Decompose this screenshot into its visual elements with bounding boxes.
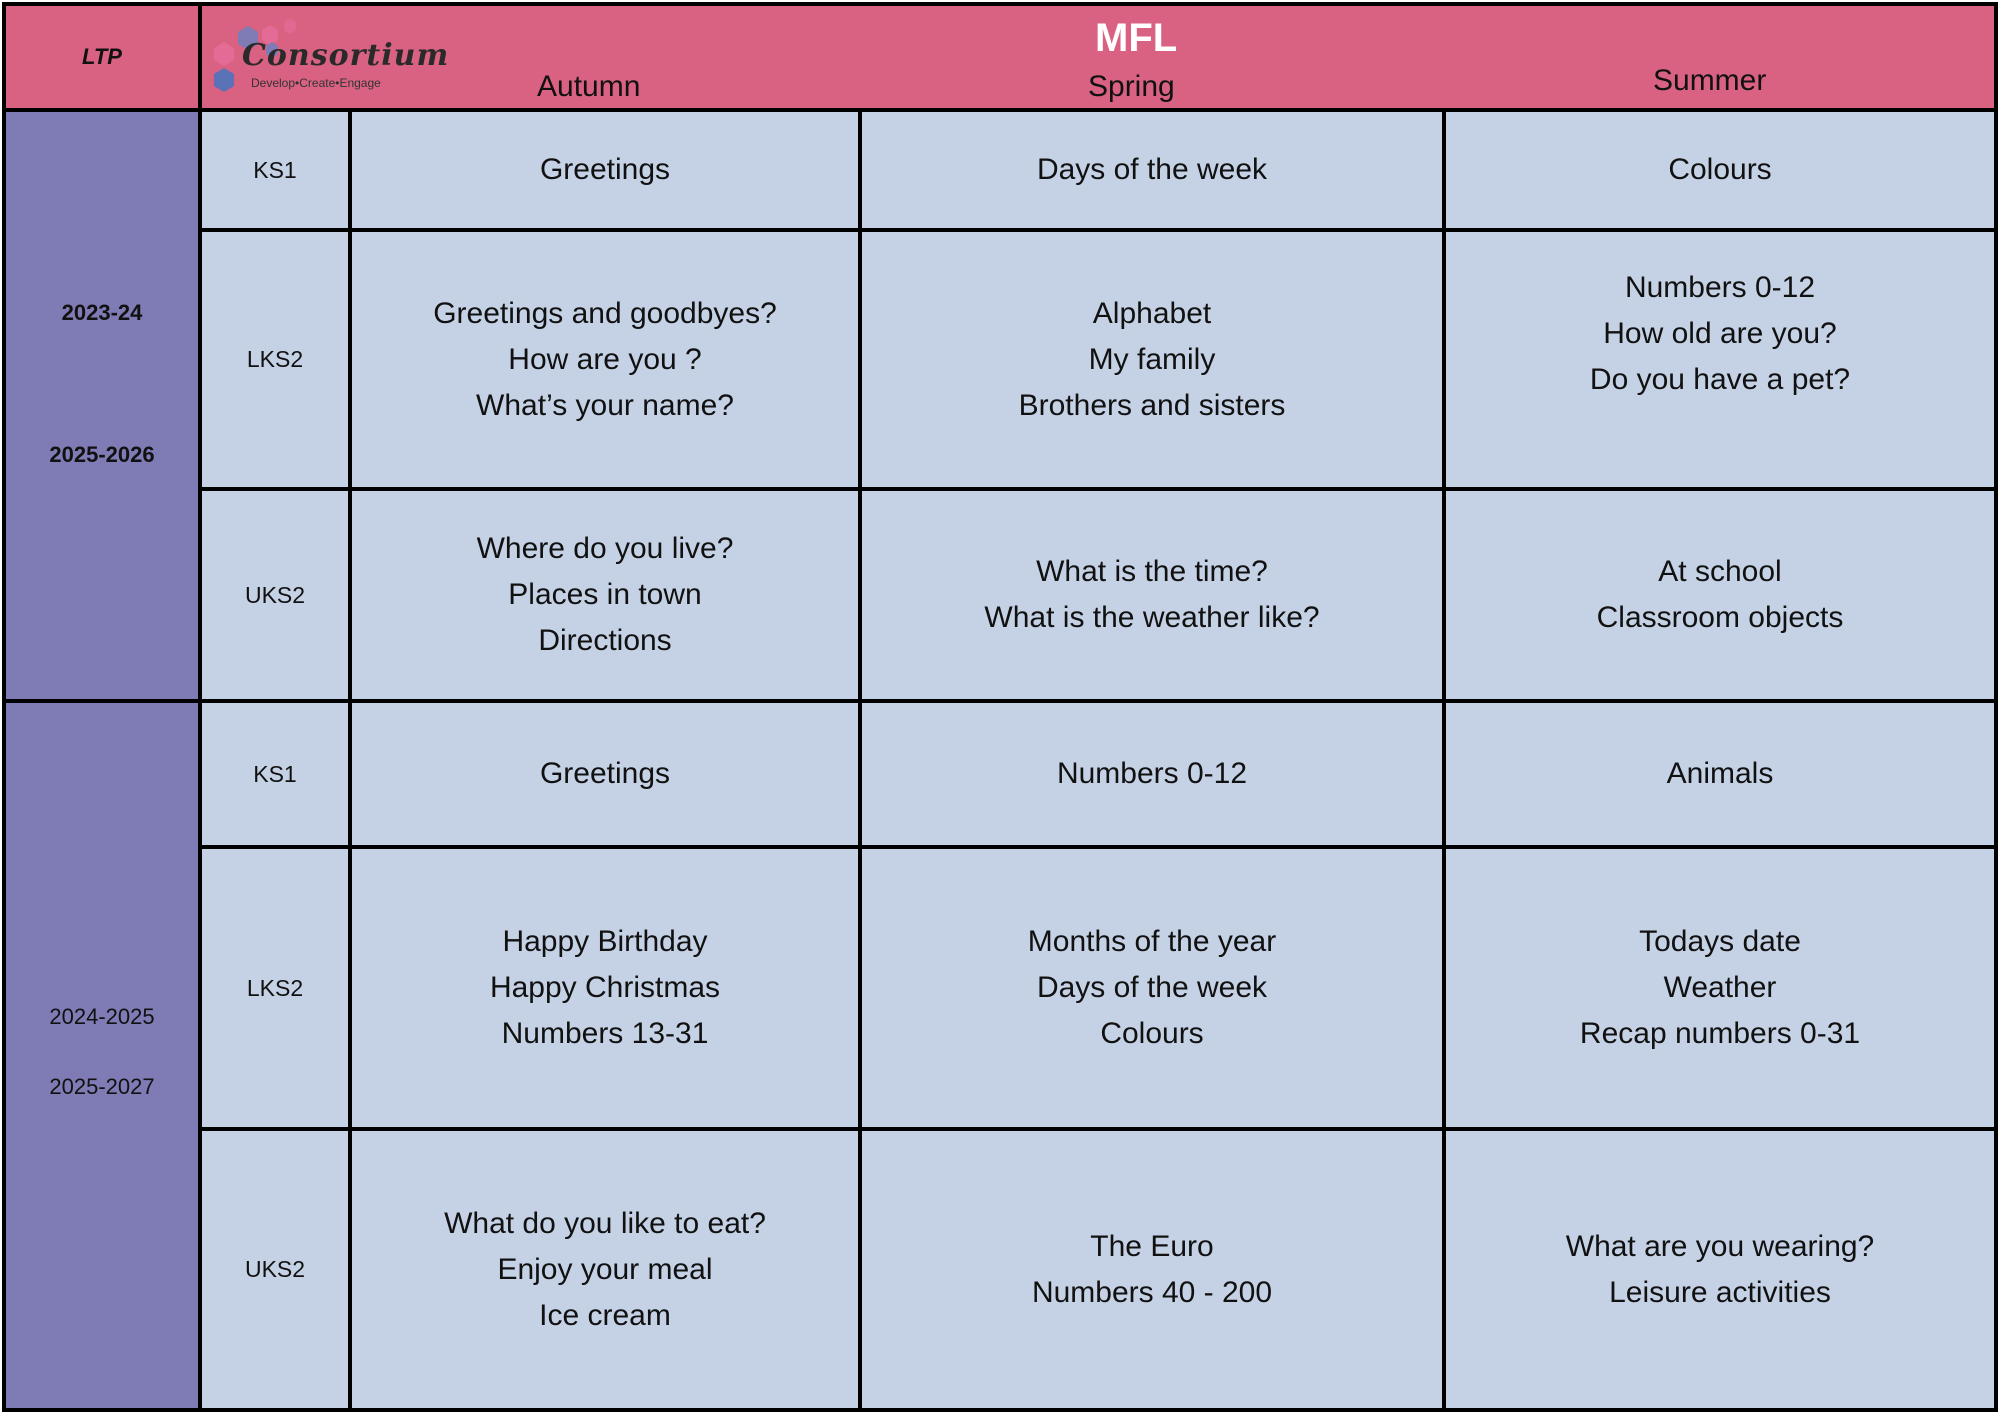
topic-cell-autumn [348, 699, 862, 849]
topic-line: Months of the year [1027, 925, 1277, 958]
topic-cell-summer [1442, 108, 1998, 232]
topic-line: Alphabet [1092, 296, 1212, 330]
topic-cell-summer [1442, 487, 1998, 703]
ltp-label-cell [2, 2, 202, 112]
topic-cell-autumn [348, 487, 862, 703]
key-stage-label: KS1 [253, 760, 297, 787]
key-stage-label: KS1 [253, 156, 297, 183]
key-stage-label: UKS2 [244, 1256, 306, 1282]
year-group-2 [2, 699, 202, 1412]
topic-cell-autumn [348, 108, 862, 232]
topic-line: Numbers 0-12 [1624, 271, 1816, 304]
year-label: 2025-2026 [49, 442, 155, 467]
topic-line: Days of the week [1036, 971, 1268, 1004]
topic-cell-summer [1442, 1127, 1998, 1412]
key-stage-cell [198, 1127, 352, 1412]
topic-line: Classroom objects [1596, 601, 1844, 634]
topic-line: My family [1088, 342, 1216, 376]
topic-cell-spring [858, 1127, 1446, 1412]
topic-line: Where do you live? [476, 532, 734, 565]
key-stage-label: LKS2 [246, 346, 304, 372]
topic-line: Brothers and sisters [1018, 388, 1286, 422]
year-group-1 [2, 108, 202, 703]
topic-line: Recap numbers 0-31 [1579, 1017, 1861, 1050]
topic-cell-summer [1442, 845, 1998, 1131]
topic-line: Todays date [1639, 925, 1801, 958]
topic-line: Greetings [539, 153, 671, 186]
ltp-label: LTP [82, 44, 122, 69]
key-stage-cell [198, 228, 352, 491]
topic-line: How are you ? [508, 342, 702, 376]
topic-line: Greetings and goodbyes? [433, 296, 777, 330]
topic-line: How old are you? [1603, 317, 1837, 350]
topic-cell-summer [1442, 228, 1998, 491]
topic-line: Greetings [539, 757, 671, 790]
year-label: 2023-24 [61, 300, 143, 325]
subject-title: MFL [1095, 16, 1178, 60]
term-summer: Summer [1653, 64, 1767, 97]
topic-line: Enjoy your meal [497, 1252, 713, 1286]
year-label: 2024-2025 [49, 1004, 155, 1029]
topic-line: Numbers 0-12 [1056, 757, 1248, 790]
topic-cell-spring [858, 108, 1446, 232]
topic-line: At school [1658, 555, 1782, 588]
logo-tagline: Develop•Create•Engage [251, 76, 381, 90]
key-stage-label: UKS2 [244, 581, 306, 608]
topic-cell-spring [858, 487, 1446, 703]
topic-cell-autumn [348, 228, 862, 491]
topic-line: What is the weather like? [984, 601, 1320, 634]
topic-line: Colours [1668, 153, 1772, 186]
topic-line: Colours [1100, 1017, 1204, 1050]
topic-line: Directions [538, 624, 672, 657]
topic-cell-spring [858, 699, 1446, 849]
topic-cell-spring [858, 228, 1446, 491]
topic-line: What is the time? [1036, 555, 1268, 588]
year-label: 2025-2027 [49, 1074, 155, 1099]
logo-name: Consortium [242, 38, 450, 73]
term-autumn: Autumn [537, 70, 641, 103]
topic-line: Happy Christmas [489, 971, 721, 1004]
key-stage-cell [198, 699, 352, 849]
topic-line: Happy Birthday [502, 925, 708, 958]
key-stage-label: LKS2 [246, 974, 304, 1001]
topic-line: Leisure activities [1609, 1275, 1831, 1309]
subject-header [198, 2, 1998, 112]
term-spring: Spring [1088, 70, 1175, 103]
topic-line: Do you have a pet? [1589, 363, 1851, 396]
topic-line: Weather [1663, 971, 1777, 1004]
topic-line: What are you wearing? [1565, 1229, 1875, 1263]
topic-line: Days of the week [1036, 153, 1268, 186]
topic-cell-spring [858, 845, 1446, 1131]
topic-line: The Euro [1090, 1229, 1214, 1263]
topic-line: Numbers 13-31 [501, 1017, 709, 1050]
topic-line: Places in town [508, 578, 702, 611]
topic-cell-autumn [348, 845, 862, 1131]
topic-line: Animals [1666, 757, 1774, 790]
topic-line: What’s your name? [476, 388, 734, 422]
topic-line: Ice cream [539, 1298, 671, 1332]
topic-cell-summer [1442, 699, 1998, 849]
key-stage-cell [198, 487, 352, 703]
key-stage-cell [198, 845, 352, 1131]
topic-line: Numbers 40 - 200 [1031, 1275, 1273, 1309]
key-stage-cell [198, 108, 352, 232]
topic-cell-autumn [348, 1127, 862, 1412]
topic-line: What do you like to eat? [444, 1206, 766, 1240]
